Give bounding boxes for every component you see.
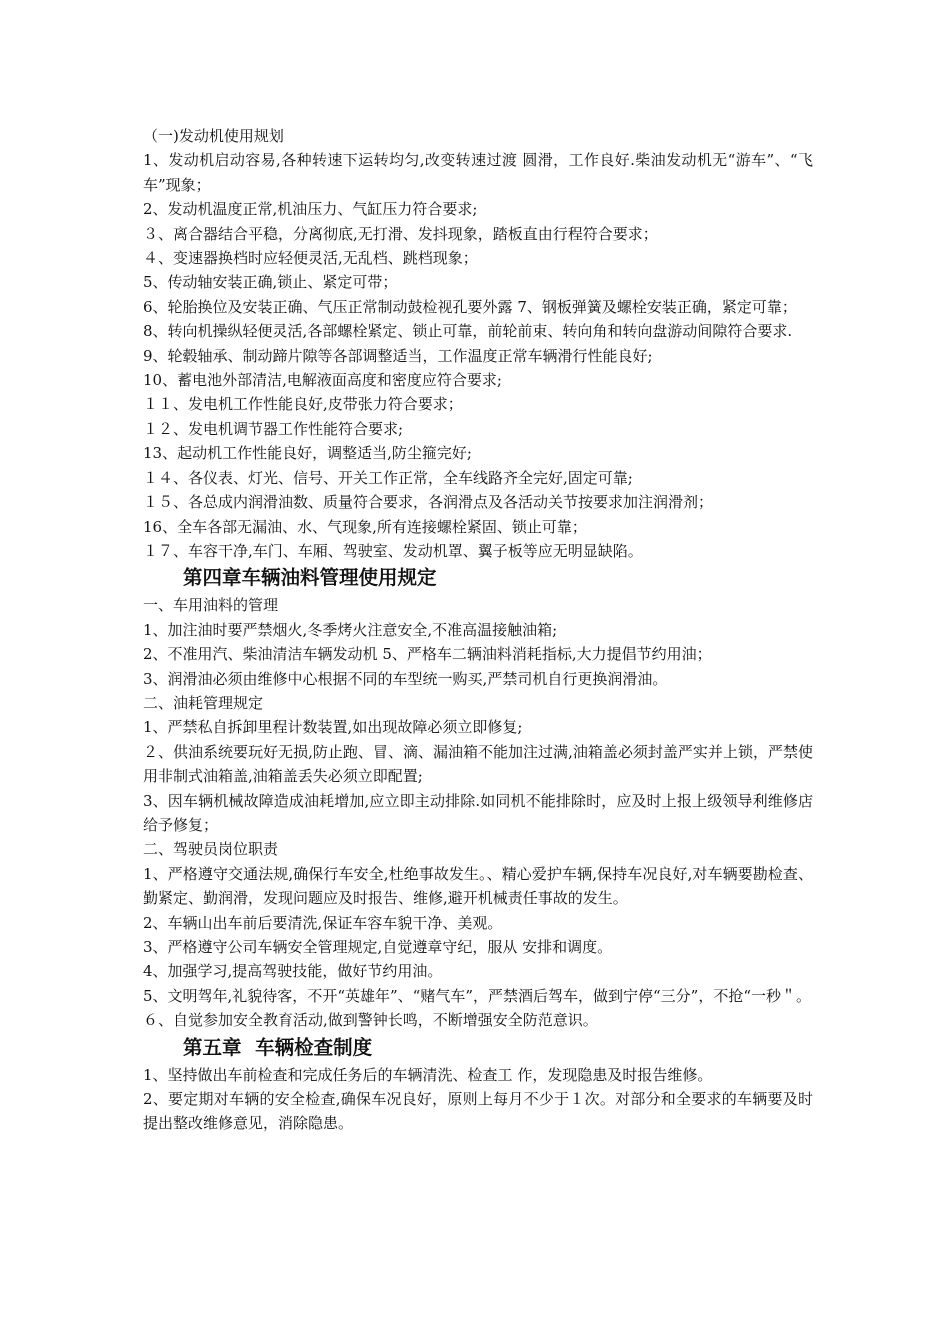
- paragraph: 4、加强学习,提高驾驶技能，做好节约用油。: [143, 962, 443, 981]
- paragraph: 2、发动机温度正常,机油压力、气缸压力符合要求;: [143, 200, 478, 219]
- subsection-title: 一、车用油料的管理: [143, 596, 279, 615]
- chapter-heading: 第五章 车辆检查制度: [183, 1035, 373, 1059]
- paragraph: 2、要定期对车辆的安全检查,确保车况良好，原则上每月不少于１次。对部分和全要求的车辆要及时提出整改维修意见，消除隐患。: [143, 1090, 813, 1133]
- paragraph: 2、车辆山出车前后要清洗,保证车容车貌干净、美观。: [143, 913, 503, 932]
- paragraph: 9、轮毂轴承、制动蹄片隙等各部调整适当，工作温度正常车辆滑行性能良好;: [143, 346, 653, 365]
- paragraph: 10、蓄电池外部清洁,电解液面高度和密度应符合要求;: [143, 371, 502, 390]
- paragraph: 1、坚持做出车前检查和完成任务后的车辆清洗、检查工 作，发现隐患及时报告维修。: [143, 1065, 713, 1084]
- paragraph: ３、离合器结合平稳，分离彻底,无打滑、发抖现象，踏板直由行程符合要求；: [143, 224, 658, 243]
- paragraph: 6、轮胎换位及安装正确、气压正常制动鼓检视孔要外露 7、钢板弹簧及螺栓安装正确，紧定可靠；: [143, 297, 797, 316]
- paragraph: 2、不准用汽、柴油清洁车辆发动机 5、严格车二辆油料消耗指标,大力提倡节约用油；: [143, 645, 712, 664]
- subsection-title: （一)发动机使用规划: [143, 127, 284, 145]
- paragraph: 3、润滑油必须由维修中心根据不同的车型统一购买,严禁司机自行更换润滑油。: [143, 669, 668, 688]
- paragraph: 8、转向机操纵轻便灵活,各部螺栓紧定、锁止可靠，前轮前束、转向角和转向盘游动间隙符合要求.: [143, 322, 793, 341]
- paragraph: 13、起动机工作性能良好，调整适当,防尘箍完好;: [143, 444, 472, 463]
- paragraph: 5、传动轴安装正确,锁止、紧定可带；: [143, 273, 398, 292]
- paragraph: １７、车容干净,车门、车厢、驾驶室、发动机罩、翼子板等应无明显缺陷。: [143, 541, 643, 560]
- subsection-title: 二、油耗管理规定: [143, 693, 264, 712]
- section-engine: [143, 124, 813, 563]
- paragraph: 1、严格遵守交通法规,确保行车安全,杜绝事故发生。、精心爱护车辆,保持车况良好,对车辆要勘检查、勤紧定、勤润滑，发现问题应及时报告、维修,避开机械责任事故的发生。: [143, 864, 813, 908]
- paragraph: 1、发动机启动容易,各种转速下运转均匀,改变转速过渡 圆滑，工作良好.柴油发动机无“游车”、“飞车”现象；: [143, 151, 813, 194]
- paragraph: 1、加注油时要严禁烟火,冬季烤火注意安全,不准高温接触油箱;: [143, 620, 558, 639]
- paragraph: １４、各仪表、灯光、信号、开关工作正常，全车线路齐全完好,固定可靠;: [143, 468, 633, 487]
- paragraph: ２、供油系统要玩好无损,防止跑、冒、滴、漏油箱不能加注过满,油箱盖必须封盖严实并上锁，严禁使用非制式油箱盖,油箱盖丢失必须立即配置;: [143, 742, 813, 786]
- paragraph: ６、自觉参加安全教育活动,做到警钟长鸣，不断增强安全防范意识。: [143, 1011, 598, 1030]
- document-page: [143, 124, 813, 1136]
- paragraph: １１、发电机工作性能良好,皮带张力符合要求；: [143, 395, 463, 414]
- paragraph: １５、各总成内润滑油数、质量符合要求，各润滑点及各活动关节按要求加注润滑剂；: [143, 493, 714, 512]
- paragraph: 5、文明驾年,礼貌待客，不开“英雄年”、“赌气车”，严禁酒后驾车，做到宁停“三分”，不抢“一秒＂。: [143, 986, 811, 1005]
- paragraph: 1、严禁私自拆卸里程计数装置,如出现故障必须立即修复;: [143, 718, 523, 737]
- paragraph: 3、因车辆机械故障造成油耗增加,应立即主动排除.如同机不能排除时，应及时上报上级领导利维修店给予修复；: [143, 791, 813, 834]
- section-chapter-4: [143, 563, 813, 1032]
- paragraph: 16、全车各部无漏油、水、气现象,所有连接螺栓紧固、锁止可靠；: [143, 517, 587, 536]
- subsection-title: 二、驾驶员岗位职责: [143, 840, 279, 859]
- paragraph: 3、严格遵守公司车辆安全管理规定,自觉遵章守纪，服从 安排和调度。: [143, 938, 613, 956]
- paragraph: １２、发电机调节器工作性能符合要求;: [143, 419, 404, 438]
- paragraph: ４、变速器换档时应轻便灵活,无乱档、跳档现象；: [143, 249, 478, 268]
- section-chapter-5: [143, 1033, 813, 1136]
- chapter-heading: 第四章车辆油料管理使用规定: [183, 566, 437, 590]
